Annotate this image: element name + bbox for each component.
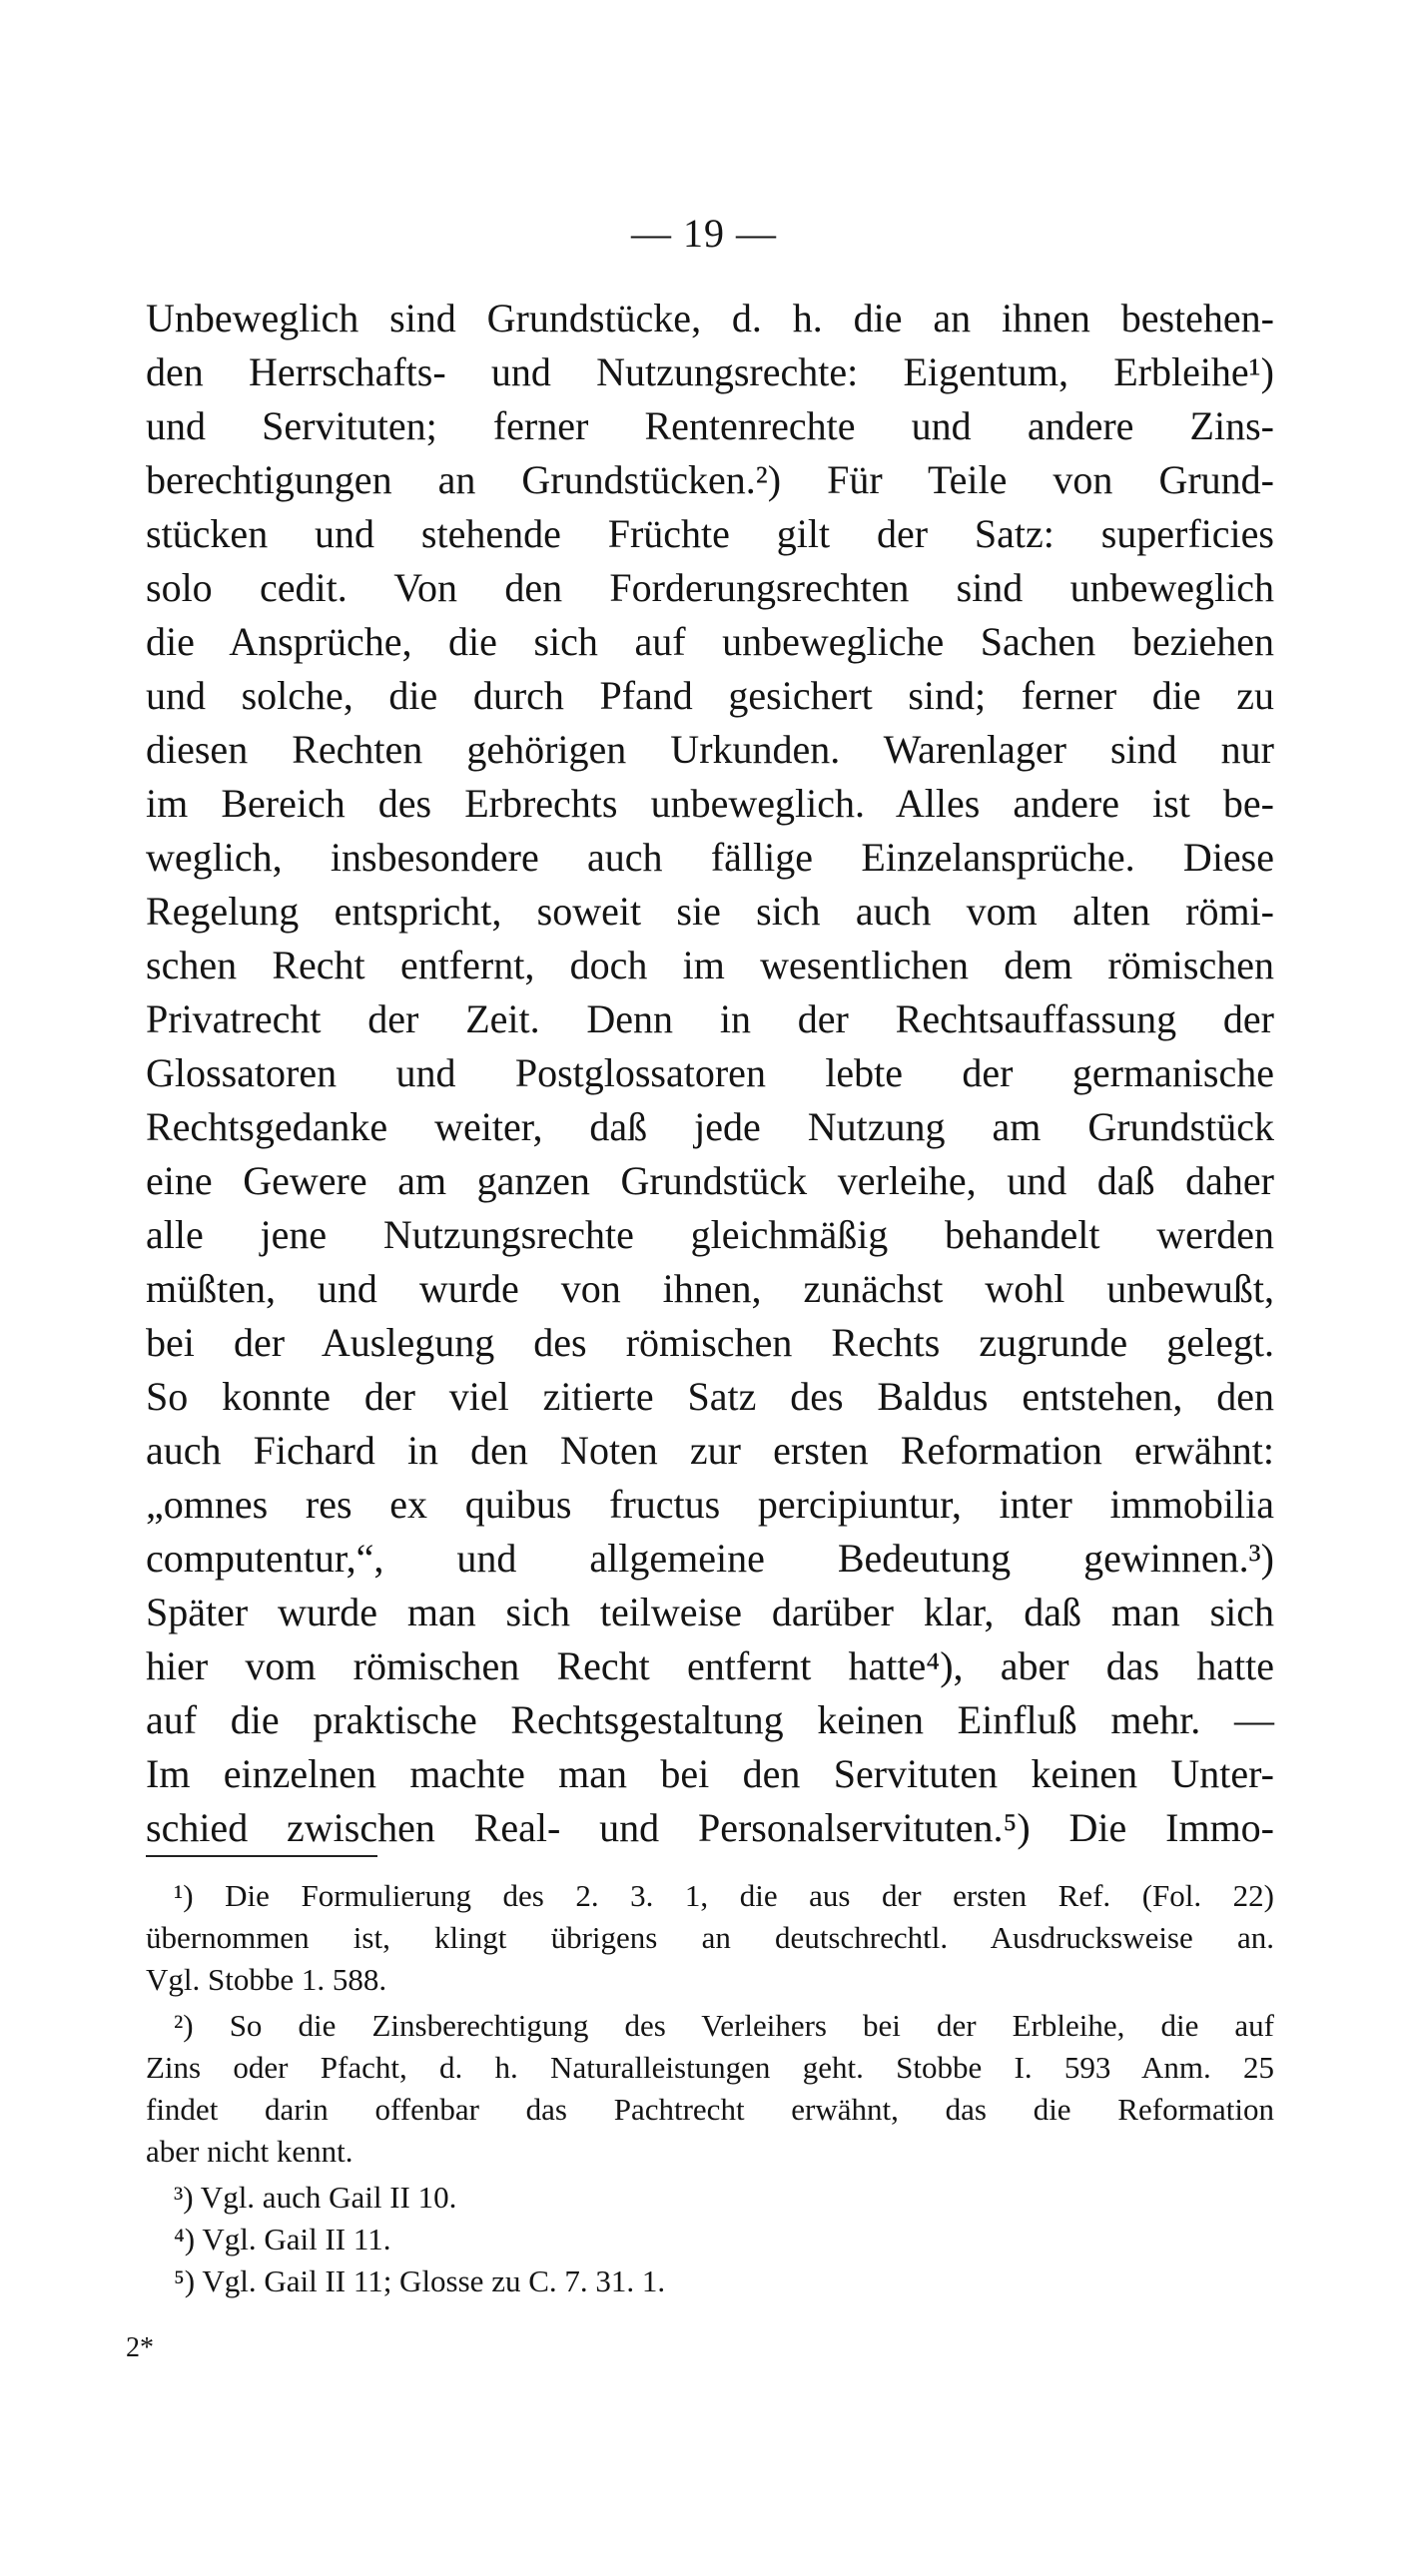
body-line: eine Gewere am ganzen Grundstück verleihe, und daß daher (146, 1158, 1274, 1203)
body-line: computentur,“, und allgemeine Bedeutung gewinnen.³) (146, 1536, 1274, 1581)
footnote-line: ⁴) Vgl. Gail II 11. (174, 2222, 391, 2256)
body-text (146, 292, 1274, 1855)
body-line: Rechtsgedanke weiter, daß jede Nutzung am Grundstück (146, 1104, 1274, 1149)
body-line: weglich, insbesondere auch fällige Einzelansprüche. Diese (146, 835, 1274, 880)
body-line: alle jene Nutzungsrechte gleichmäßig behandelt werden (146, 1212, 1274, 1257)
footnote-line: findet darin offenbar das Pachtrecht erwähnt, das die Reformation (146, 2092, 1274, 2127)
footnote-3 (146, 2177, 1274, 2219)
page-number: — 19 — (631, 211, 777, 256)
body-line: Privatrecht der Zeit. Denn in der Rechtsauffassung der (146, 996, 1274, 1041)
body-line: „omnes res ex quibus fructus percipiuntur, inter immobilia (146, 1482, 1274, 1527)
signature-mark: 2* (126, 2332, 154, 2363)
footnote-5 (146, 2260, 1274, 2302)
body-line: und solche, die durch Pfand gesichert sind; ferner die zu (146, 673, 1274, 718)
footnote-line: übernommen ist, klingt übrigens an deutschrechtl. Ausdrucksweise an. (146, 1920, 1274, 1955)
footnote-separator (146, 1855, 377, 1857)
body-line: So konnte der viel zitierte Satz des Baldus entstehen, den (146, 1374, 1274, 1419)
body-line: Regelung entspricht, soweit sie sich auch vom alten römi- (146, 889, 1274, 934)
body-line: solo cedit. Von den Forderungsrechten sind unbeweglich (146, 565, 1274, 610)
body-line: stücken und stehende Früchte gilt der Satz: superficies (146, 511, 1274, 556)
footnote-2 (146, 2005, 1274, 2173)
body-line: berechtigungen an Grundstücken.²) Für Teile von Grund- (146, 457, 1274, 502)
body-line: auch Fichard in den Noten zur ersten Reformation erwähnt: (146, 1428, 1274, 1473)
footnote-line: Zins oder Pfacht, d. h. Naturalleistungen geht. Stobbe I. 593 Anm. 25 (146, 2050, 1274, 2085)
body-line: Im einzelnen machte man bei den Servituten keinen Unter- (146, 1751, 1274, 1796)
footnote-1 (146, 1875, 1274, 2001)
body-line: schen Recht entfernt, doch im wesentlichen dem römischen (146, 943, 1274, 987)
body-line: und Servituten; ferner Rentenrechte und andere Zins- (146, 403, 1274, 448)
body-line: Glossatoren und Postglossatoren lebte der germanische (146, 1050, 1274, 1095)
body-line: hier vom römischen Recht entfernt hatte⁴), aber das hatte (146, 1643, 1274, 1688)
footnote-line: aber nicht kennt. (146, 2134, 353, 2169)
body-line: die Ansprüche, die sich auf unbewegliche Sachen beziehen (146, 619, 1274, 664)
footnote-line: ³) Vgl. auch Gail II 10. (174, 2180, 457, 2215)
body-line: bei der Auslegung des römischen Rechts zugrunde gelegt. (146, 1320, 1274, 1365)
body-line: müßten, und wurde von ihnen, zunächst wohl unbewußt, (146, 1266, 1274, 1311)
footnote-4 (146, 2219, 1274, 2260)
footnotes (146, 1875, 1274, 2302)
footnote-line: ¹) Die Formulierung des 2. 3. 1, die aus der ersten Ref. (Fol. 22) (174, 1878, 1274, 1913)
body-line: diesen Rechten gehörigen Urkunden. Warenlager sind nur (146, 727, 1274, 772)
body-line: Später wurde man sich teilweise darüber klar, daß man sich (146, 1590, 1274, 1634)
body-line: auf die praktische Rechtsgestaltung keinen Einfluß mehr. — (146, 1697, 1274, 1742)
footnote-line: ⁵) Vgl. Gail II 11; Glosse zu C. 7. 31. 1. (174, 2263, 666, 2298)
body-line: im Bereich des Erbrechts unbeweglich. Alles andere ist be- (146, 781, 1274, 826)
body-line: Unbeweglich sind Grundstücke, d. h. die an ihnen bestehen- (146, 296, 1274, 340)
footnote-line: Vgl. Stobbe 1. 588. (146, 1962, 387, 1997)
footnote-line: ²) So die Zinsberechtigung des Verleihers bei der Erbleihe, die auf (174, 2008, 1274, 2043)
body-line: den Herrschafts- und Nutzungsrechte: Eigentum, Erbleihe¹) (146, 349, 1274, 394)
body-line: schied zwischen Real- und Personalservituten.⁵) Die Immo- (146, 1805, 1274, 1850)
